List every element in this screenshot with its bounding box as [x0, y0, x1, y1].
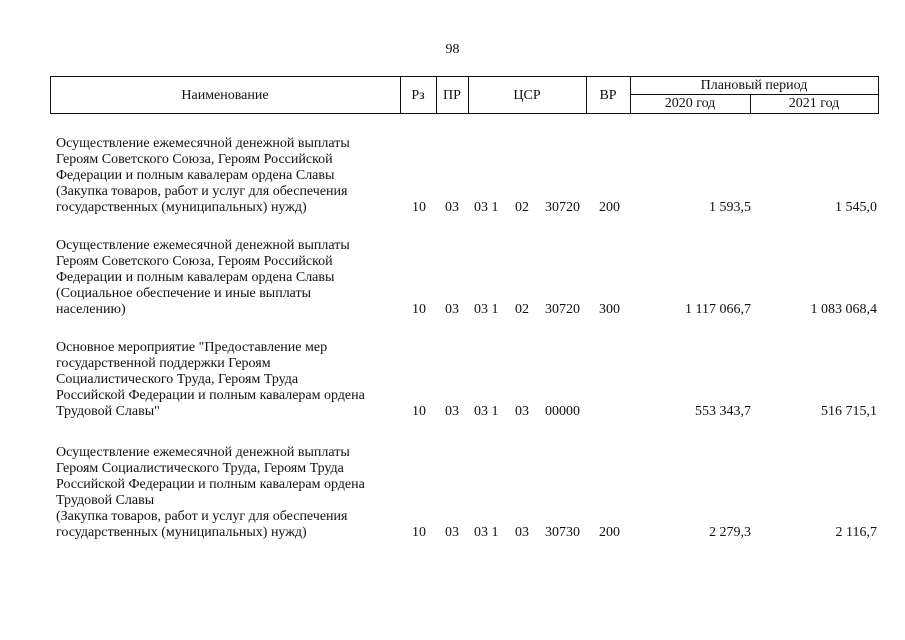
cell-csr-program: 03 1 — [474, 404, 499, 419]
cell-2021: 516 715,1 — [821, 404, 877, 419]
row-name-line: Основное мероприятие "Предоставление мер — [56, 340, 328, 355]
cell-rz: 10 — [412, 302, 426, 317]
row-name-line: Трудовой Славы" — [56, 404, 160, 419]
cell-csr-program: 03 1 — [474, 302, 499, 317]
cell-csr-subprogram: 03 — [515, 404, 529, 419]
row-name-line: (Закупка товаров, работ и услуг для обеспечения — [56, 509, 348, 524]
cell-csr-subprogram: 02 — [515, 302, 529, 317]
row-name-line: населению) — [56, 302, 126, 317]
cell-vr: 300 — [599, 302, 620, 317]
row-name-line: Героям Советского Союза, Героям Российской — [56, 254, 333, 269]
cell-csr-direction: 30730 — [545, 525, 580, 540]
cell-rz: 10 — [412, 404, 426, 419]
row-name-line: Осуществление ежемесячной денежной выплаты — [56, 445, 350, 460]
header-planned-period: Плановый период — [700, 78, 808, 93]
row-name-line: государственных (муниципальных) нужд) — [56, 525, 307, 540]
row-name-line: Осуществление ежемесячной денежной выплаты — [56, 136, 350, 151]
cell-2021: 2 116,7 — [835, 525, 877, 540]
cell-csr-direction: 00000 — [545, 404, 580, 419]
cell-pr: 03 — [445, 302, 459, 317]
row-name-line: Российской Федерации и полным кавалерам ордена — [56, 388, 365, 403]
cell-2020: 553 343,7 — [695, 404, 751, 419]
row-name-line: Трудовой Славы — [56, 493, 155, 508]
header-name: Наименование — [181, 88, 269, 103]
row-name-line: Осуществление ежемесячной денежной выплаты — [56, 238, 350, 253]
header-rz: Рз — [411, 88, 425, 103]
cell-csr-subprogram: 03 — [515, 525, 529, 540]
cell-vr: 200 — [599, 525, 620, 540]
cell-csr-program: 03 1 — [474, 525, 499, 540]
cell-pr: 03 — [445, 200, 459, 215]
row-name-line: Героям Социалистического Труда, Героям Труда — [56, 461, 344, 476]
row-name-line: государственных (муниципальных) нужд) — [56, 200, 307, 215]
cell-rz: 10 — [412, 200, 426, 215]
cell-pr: 03 — [445, 404, 459, 419]
cell-2020: 2 279,3 — [709, 525, 751, 540]
page-number: 98 — [445, 42, 460, 57]
row-name-line: государственной поддержки Героям — [56, 356, 271, 371]
cell-csr-subprogram: 02 — [515, 200, 529, 215]
cell-2021: 1 545,0 — [835, 200, 877, 215]
row-name-line: Социалистического Труда, Героям Труда — [56, 372, 299, 387]
header-pr: ПР — [443, 88, 461, 103]
row-name — [56, 445, 401, 541]
cell-csr-program: 03 1 — [474, 200, 499, 215]
cell-csr-direction: 30720 — [545, 302, 580, 317]
header-csr: ЦСР — [513, 88, 541, 103]
cell-2020: 1 117 066,7 — [685, 302, 751, 317]
row-name-line: (Закупка товаров, работ и услуг для обеспечения — [56, 184, 348, 199]
cell-2021: 1 083 068,4 — [810, 302, 877, 317]
cell-pr: 03 — [445, 525, 459, 540]
row-name-line: Федерации и полным кавалерам ордена Славы — [56, 270, 335, 285]
row-name-line: (Социальное обеспечение и иные выплаты — [56, 286, 312, 301]
row-name-line: Российской Федерации и полным кавалерам ордена — [56, 477, 365, 492]
cell-csr-direction: 30720 — [545, 200, 580, 215]
row-name-line: Героям Советского Союза, Героям Российской — [56, 152, 333, 167]
header-vr: ВР — [599, 88, 617, 103]
cell-vr: 200 — [599, 200, 620, 215]
header-year-2021: 2021 год — [788, 96, 840, 111]
header-year-2020: 2020 год — [664, 96, 716, 111]
cell-rz: 10 — [412, 525, 426, 540]
cell-2020: 1 593,5 — [709, 200, 751, 215]
row-name-line: Федерации и полным кавалерам ордена Славы — [56, 168, 335, 183]
